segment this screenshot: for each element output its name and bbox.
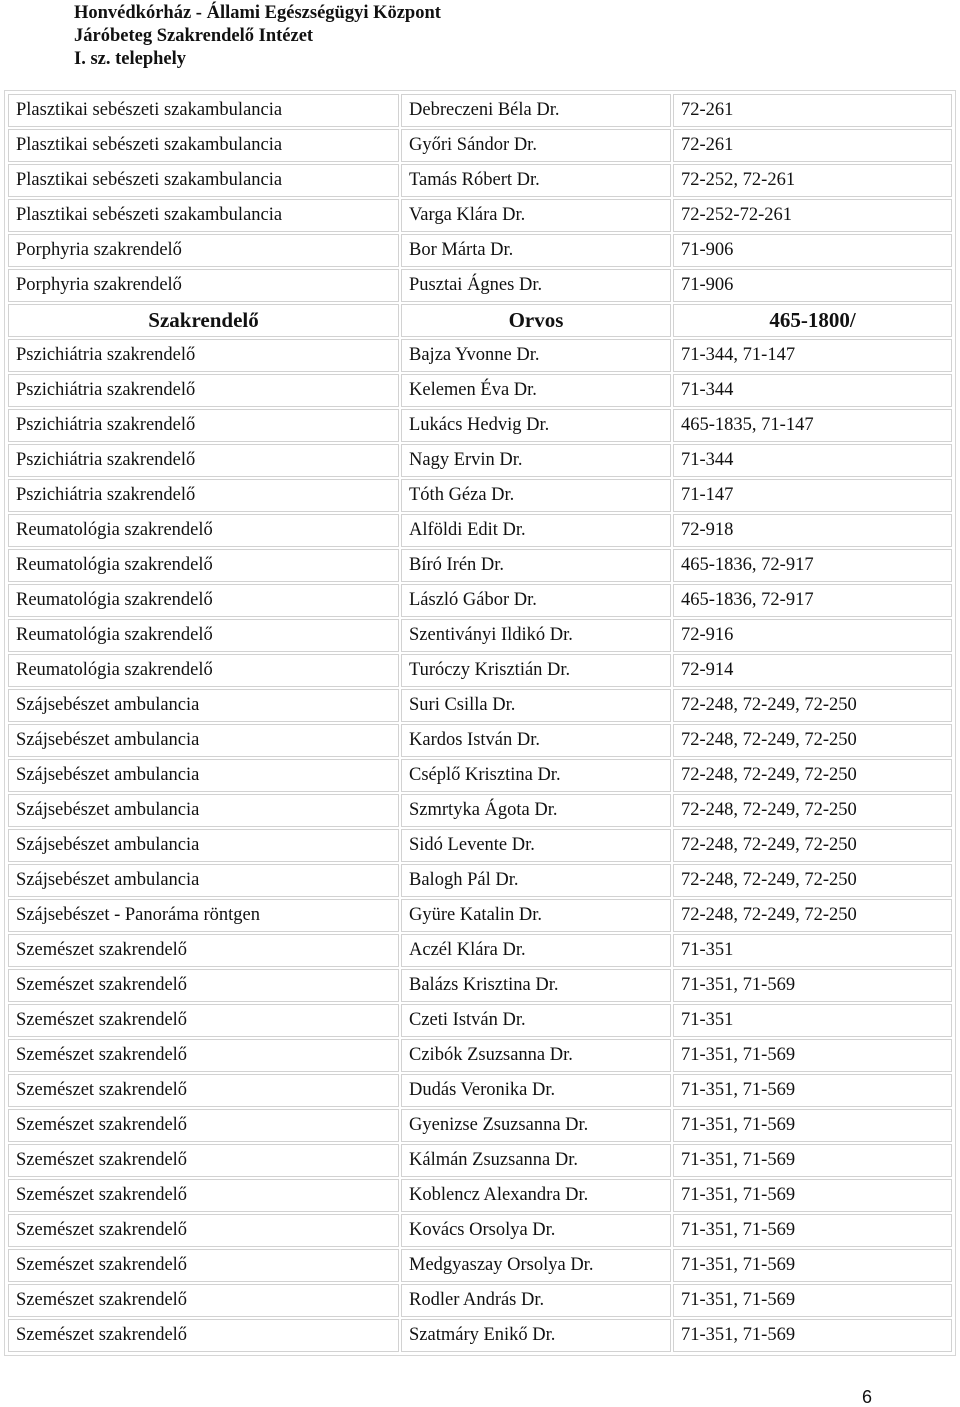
cell-doctor: Lukács Hedvig Dr. xyxy=(401,409,671,442)
cell-phone: 71-351, 71-569 xyxy=(673,1179,952,1212)
cell-phone: 71-906 xyxy=(673,234,952,267)
cell-doctor: Győri Sándor Dr. xyxy=(401,129,671,162)
cell-unit: Szemészet szakrendelő xyxy=(8,969,399,1002)
table-header-row xyxy=(8,304,952,337)
table-row xyxy=(8,1004,952,1037)
cell-phone: 465-1835, 71-147 xyxy=(673,409,952,442)
cell-phone: 72-248, 72-249, 72-250 xyxy=(673,829,952,862)
cell-phone: 72-261 xyxy=(673,129,952,162)
cell-unit: Reumatológia szakrendelő xyxy=(8,514,399,547)
table-row xyxy=(8,584,952,617)
cell-doctor: Kálmán Zsuzsanna Dr. xyxy=(401,1144,671,1177)
header-department: Járóbeteg Szakrendelő Intézet xyxy=(74,26,314,46)
cell-doctor: Cséplő Krisztina Dr. xyxy=(401,759,671,792)
column-header-unit: Szakrendelő xyxy=(8,304,399,337)
cell-phone: 71-344 xyxy=(673,374,952,407)
cell-unit: Szájsebészet ambulancia xyxy=(8,864,399,897)
table-row xyxy=(8,479,952,512)
cell-phone: 72-248, 72-249, 72-250 xyxy=(673,759,952,792)
column-header-doctor: Orvos xyxy=(401,304,671,337)
cell-doctor: Czibók Zsuzsanna Dr. xyxy=(401,1039,671,1072)
cell-phone: 71-351, 71-569 xyxy=(673,1214,952,1247)
cell-phone: 71-351 xyxy=(673,934,952,967)
cell-phone: 71-351, 71-569 xyxy=(673,1074,952,1107)
cell-unit: Reumatológia szakrendelő xyxy=(8,549,399,582)
table-row xyxy=(8,1214,952,1247)
cell-doctor: Aczél Klára Dr. xyxy=(401,934,671,967)
cell-doctor: Tóth Géza Dr. xyxy=(401,479,671,512)
table-row xyxy=(8,199,952,232)
cell-doctor: Balázs Krisztina Dr. xyxy=(401,969,671,1002)
cell-doctor: Debreczeni Béla Dr. xyxy=(401,94,671,127)
cell-unit: Szájsebészet ambulancia xyxy=(8,829,399,862)
table-row xyxy=(8,724,952,757)
cell-unit: Reumatológia szakrendelő xyxy=(8,584,399,617)
cell-unit: Porphyria szakrendelő xyxy=(8,269,399,302)
table-row xyxy=(8,934,952,967)
cell-unit: Szájsebészet ambulancia xyxy=(8,794,399,827)
cell-doctor: Bajza Yvonne Dr. xyxy=(401,339,671,372)
table-row xyxy=(8,1074,952,1107)
cell-unit: Szemészet szakrendelő xyxy=(8,1214,399,1247)
cell-phone: 72-248, 72-249, 72-250 xyxy=(673,689,952,722)
directory-table xyxy=(6,92,954,1354)
table-row xyxy=(8,514,952,547)
cell-phone: 72-252-72-261 xyxy=(673,199,952,232)
cell-unit: Pszichiátria szakrendelő xyxy=(8,479,399,512)
cell-doctor: Turóczy Krisztián Dr. xyxy=(401,654,671,687)
table-row xyxy=(8,1284,952,1317)
table-row xyxy=(8,654,952,687)
table-row xyxy=(8,409,952,442)
cell-doctor: Varga Klára Dr. xyxy=(401,199,671,232)
header-institution: Honvédkórház - Állami Egészségügyi Központ xyxy=(74,3,441,23)
cell-doctor: László Gábor Dr. xyxy=(401,584,671,617)
cell-doctor: Bor Márta Dr. xyxy=(401,234,671,267)
cell-doctor: Kovács Orsolya Dr. xyxy=(401,1214,671,1247)
cell-unit: Plasztikai sebészeti szakambulancia xyxy=(8,129,399,162)
table-row xyxy=(8,1144,952,1177)
cell-doctor: Koblencz Alexandra Dr. xyxy=(401,1179,671,1212)
cell-phone: 71-351, 71-569 xyxy=(673,1319,952,1352)
table-row xyxy=(8,129,952,162)
cell-phone: 72-261 xyxy=(673,94,952,127)
cell-phone: 71-351 xyxy=(673,1004,952,1037)
cell-phone: 465-1836, 72-917 xyxy=(673,584,952,617)
cell-phone: 72-916 xyxy=(673,619,952,652)
cell-doctor: Pusztai Ágnes Dr. xyxy=(401,269,671,302)
cell-doctor: Tamás Róbert Dr. xyxy=(401,164,671,197)
page-number: 6 xyxy=(862,1387,873,1407)
cell-unit: Szemészet szakrendelő xyxy=(8,934,399,967)
cell-phone: 71-351, 71-569 xyxy=(673,1144,952,1177)
cell-phone: 72-248, 72-249, 72-250 xyxy=(673,794,952,827)
cell-doctor: Bíró Irén Dr. xyxy=(401,549,671,582)
table-row xyxy=(8,549,952,582)
cell-doctor: Dudás Veronika Dr. xyxy=(401,1074,671,1107)
table-row xyxy=(8,164,952,197)
table-row xyxy=(8,1179,952,1212)
table-row xyxy=(8,1319,952,1352)
directory-table-frame xyxy=(4,90,956,1356)
cell-unit: Reumatológia szakrendelő xyxy=(8,654,399,687)
cell-unit: Szájsebészet ambulancia xyxy=(8,759,399,792)
cell-unit: Szemészet szakrendelő xyxy=(8,1074,399,1107)
directory-table-body xyxy=(8,94,952,1352)
column-header-phone: 465-1800/ xyxy=(673,304,952,337)
table-row xyxy=(8,1109,952,1142)
cell-unit: Reumatológia szakrendelő xyxy=(8,619,399,652)
document-header xyxy=(74,2,441,71)
cell-unit: Pszichiátria szakrendelő xyxy=(8,374,399,407)
cell-phone: 71-344 xyxy=(673,444,952,477)
cell-doctor: Kelemen Éva Dr. xyxy=(401,374,671,407)
cell-phone: 71-906 xyxy=(673,269,952,302)
cell-doctor: Suri Csilla Dr. xyxy=(401,689,671,722)
cell-doctor: Medgyaszay Orsolya Dr. xyxy=(401,1249,671,1282)
cell-unit: Szemészet szakrendelő xyxy=(8,1004,399,1037)
table-row xyxy=(8,794,952,827)
table-row xyxy=(8,1249,952,1282)
table-row xyxy=(8,829,952,862)
cell-doctor: Gyüre Katalin Dr. xyxy=(401,899,671,932)
cell-phone: 71-344, 71-147 xyxy=(673,339,952,372)
cell-phone: 71-351, 71-569 xyxy=(673,1284,952,1317)
cell-unit: Szemészet szakrendelő xyxy=(8,1284,399,1317)
cell-unit: Szájsebészet ambulancia xyxy=(8,689,399,722)
table-row xyxy=(8,444,952,477)
cell-unit: Szemészet szakrendelő xyxy=(8,1039,399,1072)
table-row xyxy=(8,759,952,792)
cell-phone: 71-351, 71-569 xyxy=(673,1249,952,1282)
cell-unit: Plasztikai sebészeti szakambulancia xyxy=(8,199,399,232)
cell-unit: Szemészet szakrendelő xyxy=(8,1144,399,1177)
cell-doctor: Gyenizse Zsuzsanna Dr. xyxy=(401,1109,671,1142)
cell-unit: Szájsebészet ambulancia xyxy=(8,724,399,757)
table-row xyxy=(8,94,952,127)
cell-unit: Pszichiátria szakrendelő xyxy=(8,339,399,372)
cell-unit: Szemészet szakrendelő xyxy=(8,1179,399,1212)
cell-phone: 71-147 xyxy=(673,479,952,512)
cell-unit: Pszichiátria szakrendelő xyxy=(8,409,399,442)
cell-unit: Plasztikai sebészeti szakambulancia xyxy=(8,94,399,127)
cell-doctor: Szentiványi Ildikó Dr. xyxy=(401,619,671,652)
cell-unit: Pszichiátria szakrendelő xyxy=(8,444,399,477)
cell-unit: Szemészet szakrendelő xyxy=(8,1249,399,1282)
cell-phone: 72-248, 72-249, 72-250 xyxy=(673,724,952,757)
table-row xyxy=(8,899,952,932)
cell-doctor: Szmrtyka Ágota Dr. xyxy=(401,794,671,827)
header-site: I. sz. telephely xyxy=(74,49,187,69)
cell-phone: 72-248, 72-249, 72-250 xyxy=(673,899,952,932)
cell-doctor: Szatmáry Enikő Dr. xyxy=(401,1319,671,1352)
table-row xyxy=(8,269,952,302)
cell-doctor: Balogh Pál Dr. xyxy=(401,864,671,897)
cell-phone: 72-248, 72-249, 72-250 xyxy=(673,864,952,897)
table-row xyxy=(8,234,952,267)
cell-phone: 72-918 xyxy=(673,514,952,547)
cell-phone: 72-914 xyxy=(673,654,952,687)
cell-unit: Szemészet szakrendelő xyxy=(8,1319,399,1352)
table-row xyxy=(8,969,952,1002)
table-row xyxy=(8,1039,952,1072)
table-row xyxy=(8,339,952,372)
cell-phone: 71-351, 71-569 xyxy=(673,1109,952,1142)
cell-doctor: Sidó Levente Dr. xyxy=(401,829,671,862)
cell-phone: 72-252, 72-261 xyxy=(673,164,952,197)
cell-unit: Szájsebészet - Panoráma röntgen xyxy=(8,899,399,932)
cell-phone: 465-1836, 72-917 xyxy=(673,549,952,582)
table-row xyxy=(8,864,952,897)
cell-unit: Szemészet szakrendelő xyxy=(8,1109,399,1142)
cell-doctor: Nagy Ervin Dr. xyxy=(401,444,671,477)
table-row xyxy=(8,619,952,652)
cell-unit: Plasztikai sebészeti szakambulancia xyxy=(8,164,399,197)
cell-unit: Porphyria szakrendelő xyxy=(8,234,399,267)
cell-doctor: Czeti István Dr. xyxy=(401,1004,671,1037)
cell-phone: 71-351, 71-569 xyxy=(673,969,952,1002)
cell-doctor: Kardos István Dr. xyxy=(401,724,671,757)
table-row xyxy=(8,374,952,407)
table-row xyxy=(8,689,952,722)
cell-doctor: Alföldi Edit Dr. xyxy=(401,514,671,547)
cell-phone: 71-351, 71-569 xyxy=(673,1039,952,1072)
cell-doctor: Rodler András Dr. xyxy=(401,1284,671,1317)
